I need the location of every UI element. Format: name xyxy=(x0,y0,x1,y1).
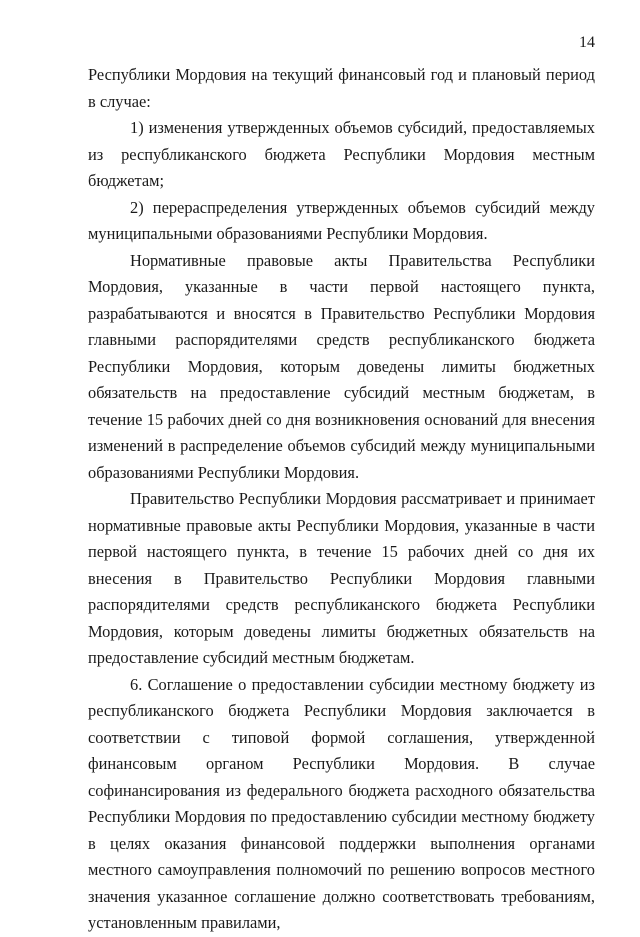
paragraph-continuation: Республики Мордовия на текущий финансовый год и плановый период в случае: xyxy=(88,65,595,111)
page-number: 14 xyxy=(579,34,595,51)
paragraph-item-1: 1) изменения утвержденных объемов субсидий, предоставляемых из республиканского бюджета Республики Мордовия местным бюджетам; xyxy=(88,118,595,190)
paragraph-normative-acts: Нормативные правовые акты Правительства Республики Мордовия, указанные в части первой настоящего пункта, разрабатываются и вносятся в Правительство Республики Мордовия главными распорядителями средств республиканского бюджета Республики Мордовия, которым доведены лимиты бюджетных обязательств на предоставление субсидий местным бюджетам, в течение 15 рабочих дней со дня возникновения оснований для внесения изменений в распределение объемов субсидий между муниципальными образованиями Республики Мордовия. xyxy=(88,250,595,482)
paragraph-government-review: Правительство Республики Мордовия рассматривает и принимает нормативные правовые акты Республики Мордовия, указанные в части первой настоящего пункта, в течение 15 рабочих дней со дня их внесения в Правительство Республики Мордовия главными распорядителями средств республиканского бюджета Республики Мордовия, которым доведены лимиты бюджетных обязательств на предоставление субсидий местным бюджетам. xyxy=(88,489,595,667)
paragraph-section-6: 6. Соглашение о предоставлении субсидии местному бюджету из республиканского бюджета Республики Мордовия заключается в соответствии с типовой формой соглашения, утвержденной финансовым органом Республики Мордовия. В случае софинансирования из федерального бюджета расходного обязательства Республики Мордовия по предоставлению субсидии местному бюджету в целях оказания финансовой поддержки выполнения органами местного самоуправления полномочий по решению вопросов местного значения указанное соглашение должно соответствовать требованиям, установленным правилами, xyxy=(88,674,595,932)
paragraph-item-2: 2) перераспределения утвержденных объемов субсидий между муниципальными образованиями Республики Мордовия. xyxy=(88,197,595,243)
